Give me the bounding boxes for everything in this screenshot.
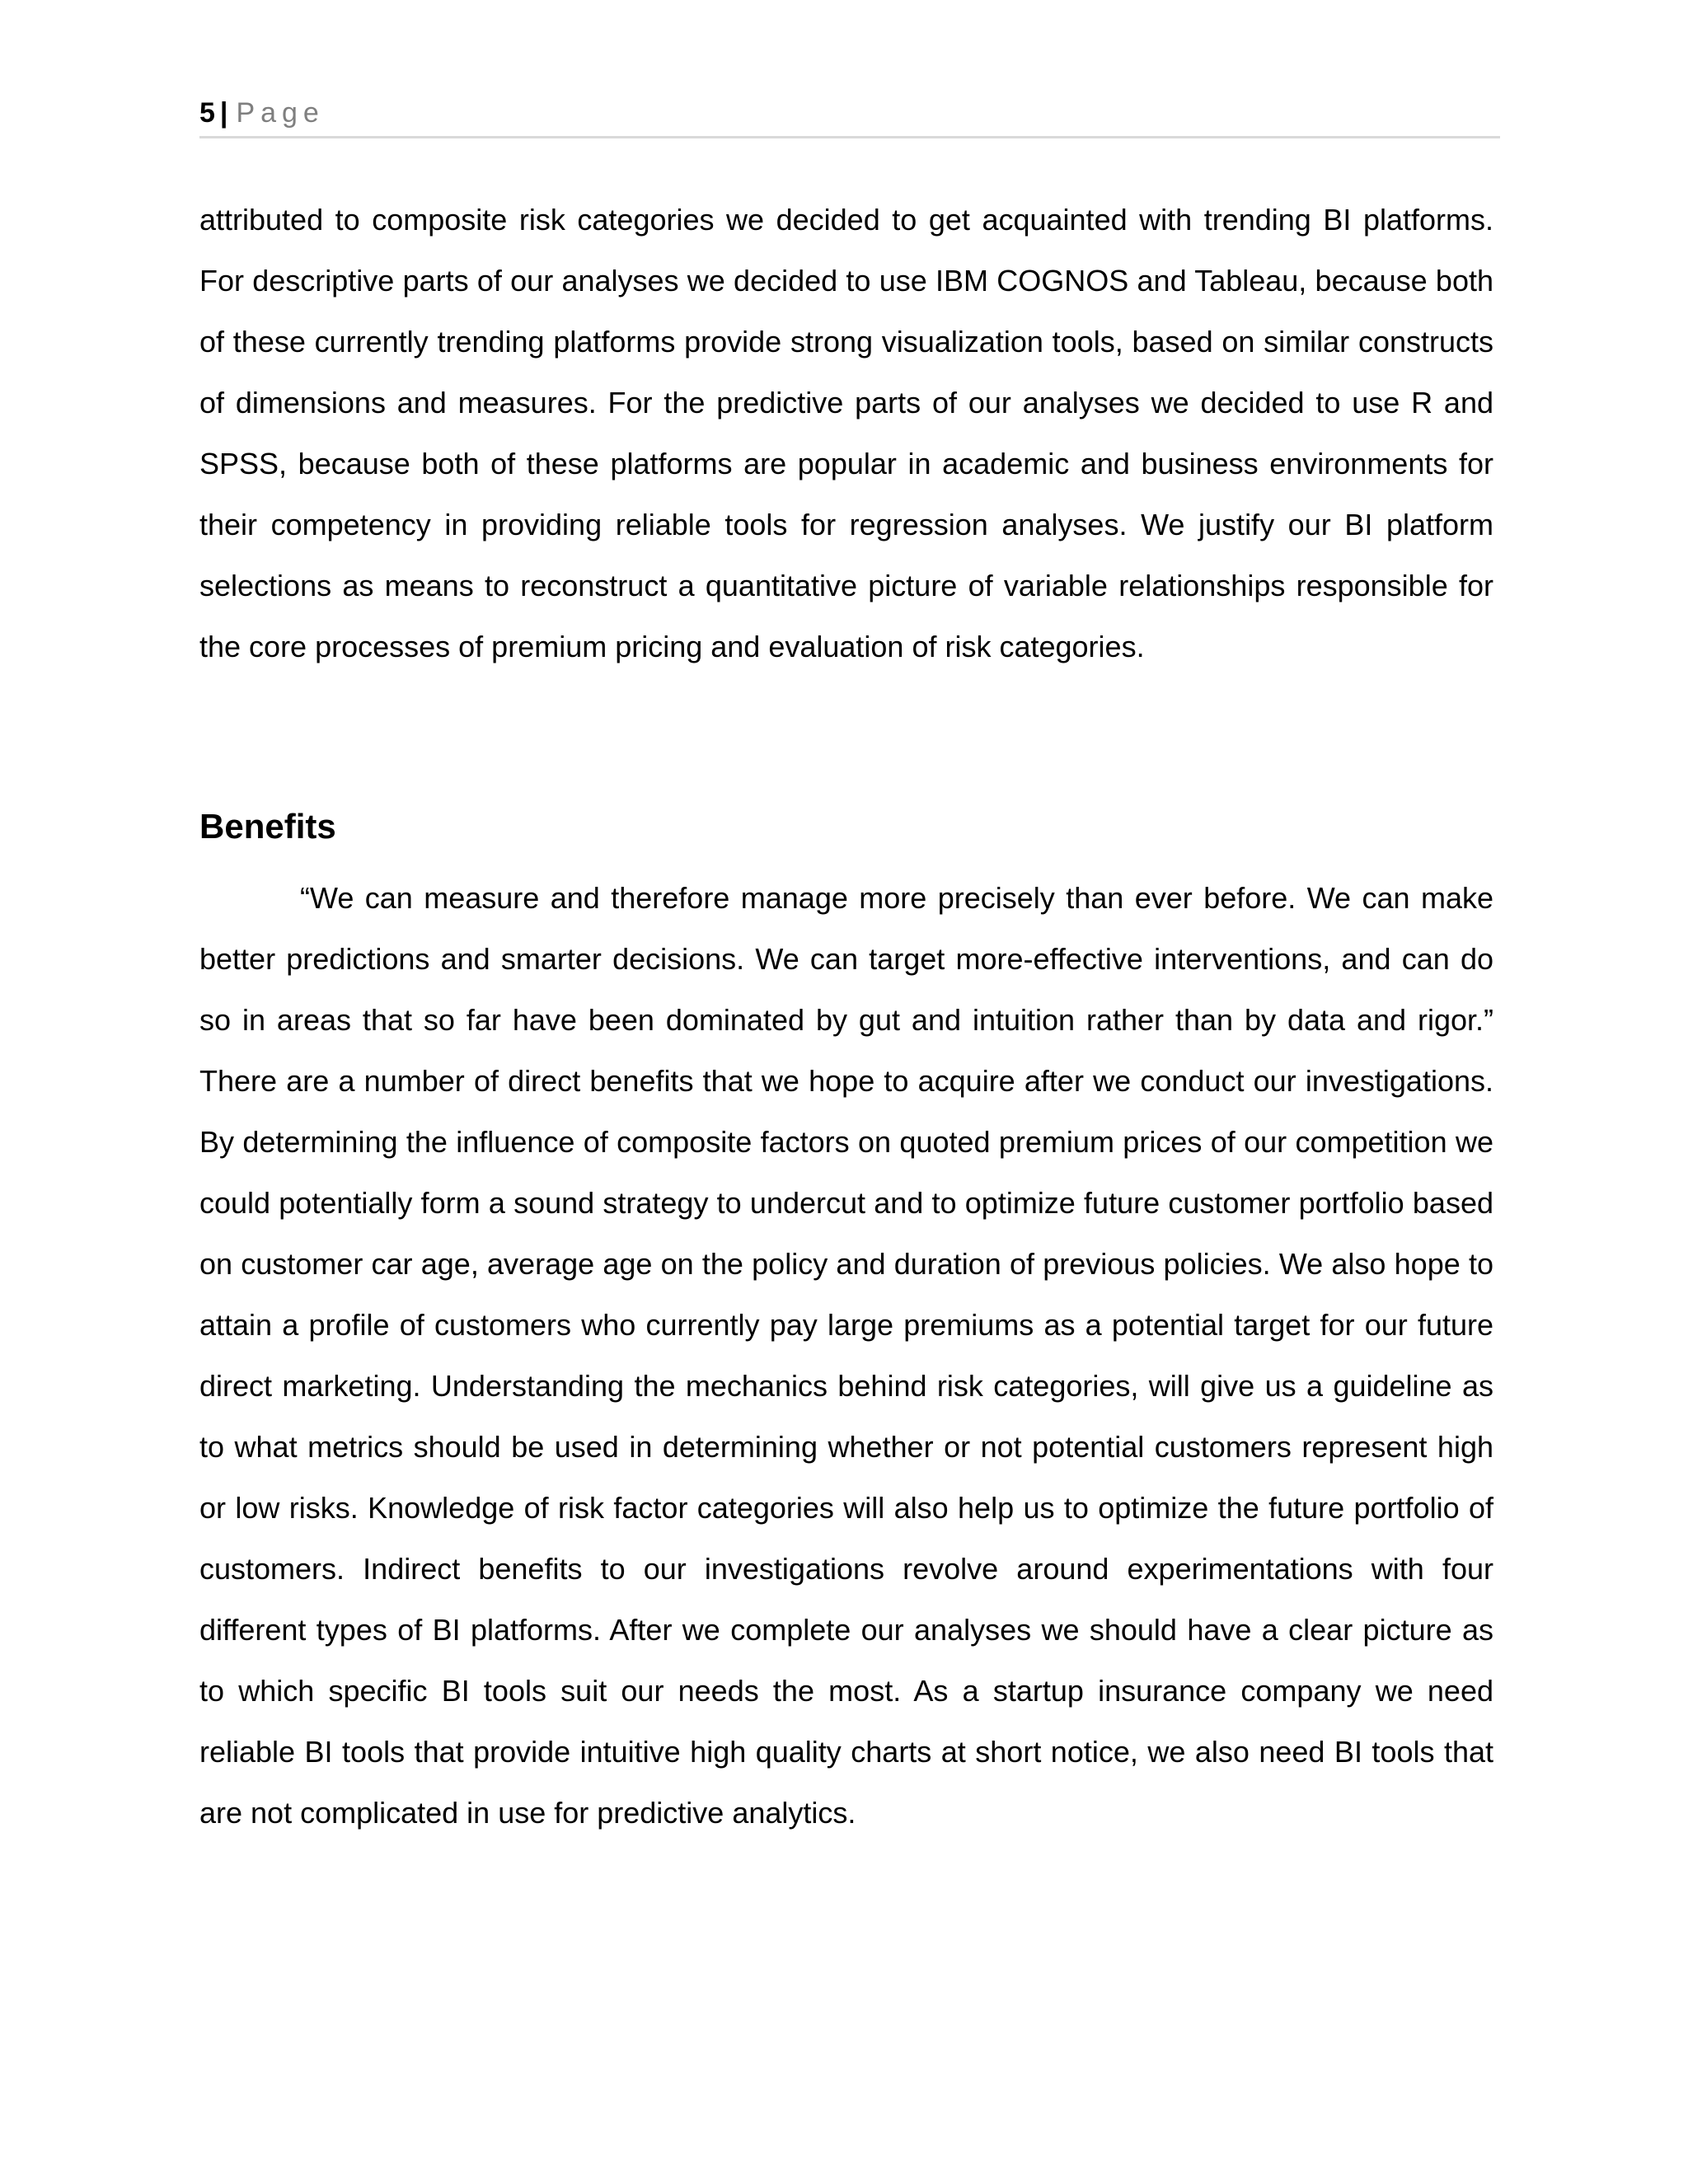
page-header [199,97,1500,138]
body-paragraph-2: “We can measure and therefore manage more precisely than ever before. We can make better predictions and smarter decisions. We can target more-effective interventions, and can do so in areas that so far have been dominated by gut and intuition rather than by data and rigor.” There are a number of direct benefits that we hope to acquire after we conduct our investigations. By determining the influence of composite factors on quoted premium prices of our competition we could potentially form a sound strategy to undercut and to optimize future customer portfolio based on customer car age, average age on the policy and duration of previous policies. We also hope to attain a profile of customers who currently pay large premiums as a potential target for our future direct marketing. Understanding the mechanics behind risk categories, will give us a guideline as to what metrics should be used in determining whether or not potential customers represent high or low risks. Knowledge of risk factor categories will also help us to optimize the future portfolio of customers. Indirect benefits to our investigations revolve around experimentations with four different types of BI platforms. After we complete our analyses we should have a clear picture as to which specific BI tools suit our needs the most. As a startup insurance company we need reliable BI tools that provide intuitive high quality charts at short notice, we also need BI tools that are not complicated in use for predictive analytics. [199,881,1493,1830]
page-header-separator: | [219,97,228,129]
body-paragraph-1: attributed to composite risk categories we decided to get acquainted with trending BI platforms. For descriptive parts of our analyses we decided to use IBM COGNOS and Tableau, because both of these currently trending platforms provide strong visualization tools, based on similar constructs of dimensions and measures. For the predictive parts of our analyses we decided to use R and SPSS, because both of these platforms are popular in academic and business environments for their competency in providing reliable tools for regression analyses. We justify our BI platform selections as means to reconstruct a quantitative picture of variable relationships responsible for the core processes of premium pricing and evaluation of risk categories. [199,203,1493,663]
section-heading-benefits: Benefits [199,807,336,846]
page-number: 5 [199,97,215,129]
page-label: Page [236,97,325,129]
